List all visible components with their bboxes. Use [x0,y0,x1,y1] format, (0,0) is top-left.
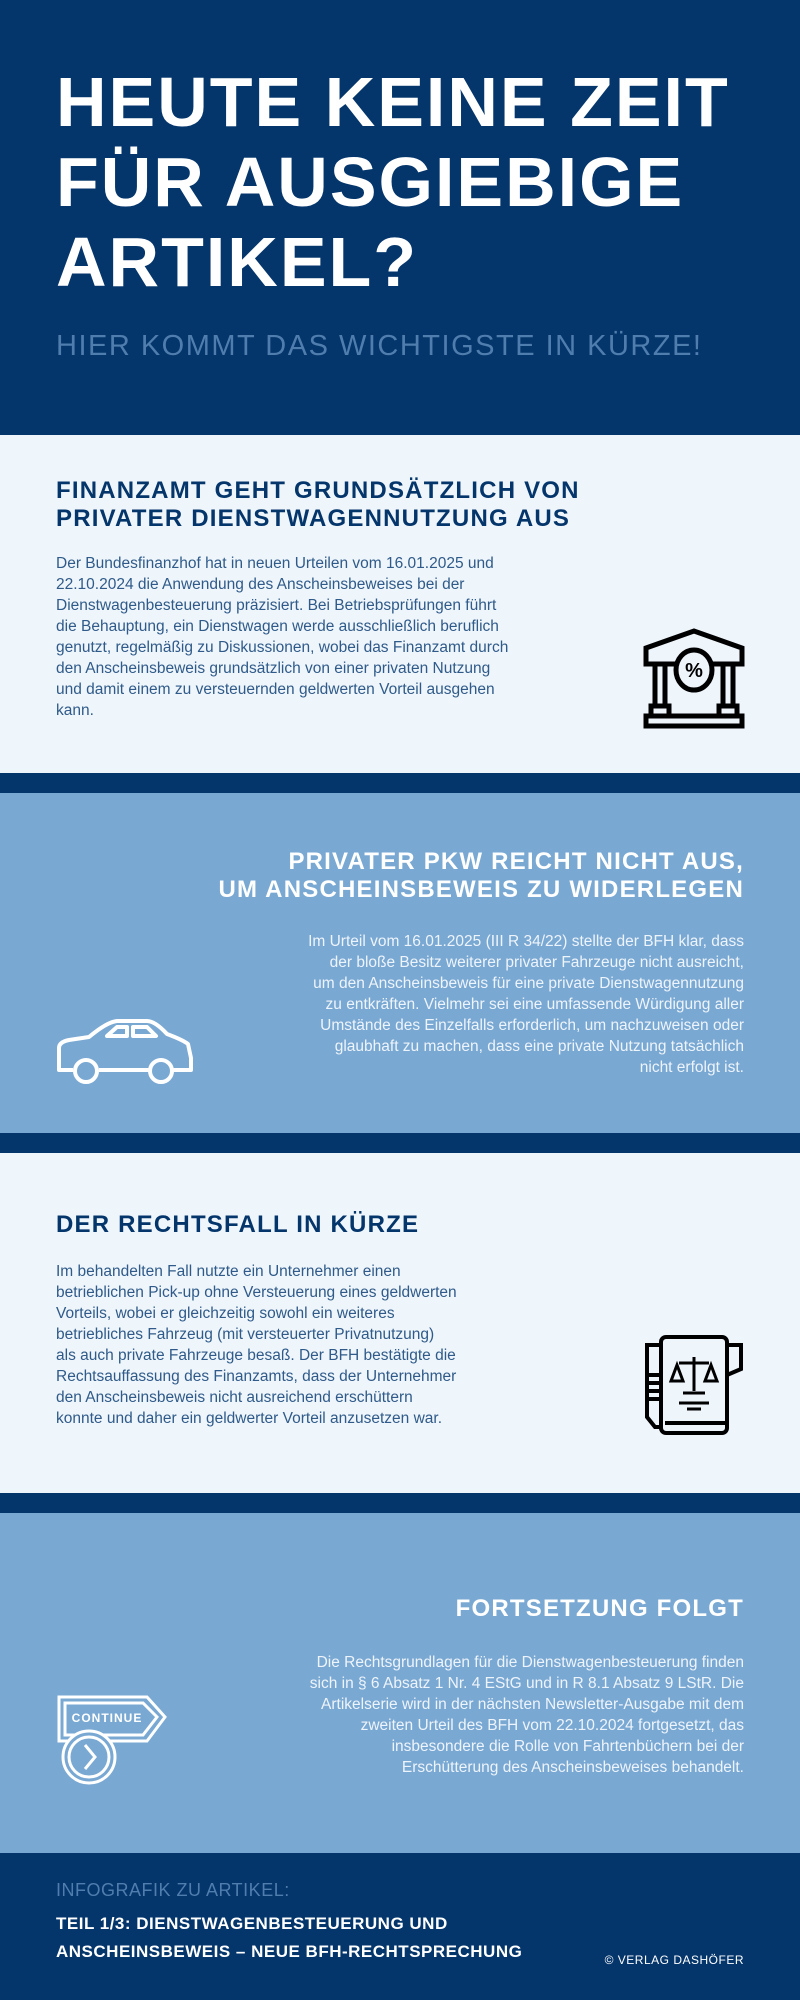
divider [0,773,800,793]
body-line: genutzt, regelmäßig zu Diskussionen, wobei das Finanzamt durch [56,639,509,656]
title-line: FINANZAMT GEHT GRUNDSÄTZLICH VON [56,477,580,504]
section-fortsetzung [0,1513,800,1853]
divider [0,1493,800,1513]
title-line: TEIL 1/3: DIENSTWAGENBESTEUERUNG UND [56,1914,448,1933]
title-line: PRIVATER PKW REICHT NICHT AUS, [288,848,744,875]
body-line: nicht erfolgt ist. [639,1059,744,1076]
body-line: kann. [56,702,94,719]
section-title [56,477,580,533]
body-line: Erschütterung des Anscheinsbeweises behandelt. [401,1759,744,1776]
header [0,0,800,435]
body-line: Artikelserie wird in der nächsten Newsletter-Ausgabe mit dem [321,1696,744,1713]
body-line: den Anscheinsbeweis nicht ausreichend erschüttern [56,1389,413,1406]
body-line: die Behauptung, ein Dienstwagen werde ausschließlich beruflich [56,618,499,635]
body-line: 22.10.2024 die Anwendung des Anscheinsbeweises bei der [56,576,465,593]
body-line: als auch private Fahrzeuge besaß. Der BFH bestätigte die [56,1347,456,1364]
section-body [56,1261,457,1429]
section-privater-pkw [0,793,800,1133]
section-body [56,553,508,721]
continue-sign-icon [55,1695,171,1785]
title-line: ARTIKEL? [56,223,419,301]
body-line: Im behandelten Fall nutzte ein Unternehmer einen [56,1263,401,1280]
body-line: Dienstwagenbesteuerung präzisiert. Bei Betriebsprüfungen führt [56,597,497,614]
svg-text:%: % [685,660,703,682]
section-title [218,848,744,904]
body-line: Rechtsauffassung des Finanzamts, dass der Unternehmer [56,1368,457,1385]
body-line: und damit einem zu versteuernden geldwerten Vorteil ausgehen [56,681,495,698]
title-line: UM ANSCHEINSBEWEIS ZU WIDERLEGEN [218,876,744,903]
continue-label: CONTINUE [71,1711,143,1725]
footer-label: INFOGRAFIK ZU ARTIKEL: [56,1880,290,1900]
body-line: der bloße Besitz weiterer privater Fahrzeuge nicht ausreicht, [329,954,744,971]
title-line: HEUTE KEINE ZEIT [56,63,730,141]
body-line: Vorteils, wobei er gleichzeitig sowohl ein weiteres [56,1305,395,1322]
main-title [56,62,730,302]
body-line: Die Rechtsgrundlagen für die Dienstwagenbesteuerung finden [316,1654,744,1671]
tax-office-percent-icon [643,628,745,730]
body-line: betriebliches Fahrzeug (mit versteuerter Privatnutzung) [56,1326,435,1343]
title-line: FORTSETZUNG FOLGT [455,1595,744,1622]
body-line: um den Anscheinsbeweis für eine private Dienstwagennutzung [313,975,744,992]
law-book-scales-icon [645,1335,745,1437]
section-body [310,1652,744,1778]
section-rechtsfall [0,1153,800,1493]
body-line: Umstände des Einzelfalls erforderlich, um nachzuweisen oder [320,1017,744,1034]
body-line: zweiten Urteil des BFH vom 22.10.2024 fortgesetzt, das [360,1717,744,1734]
body-line: Der Bundesfinanzhof hat in neuen Urteilen vom 16.01.2025 und [56,555,494,572]
footer [0,1853,800,2000]
section-finanzamt [0,435,800,773]
car-icon [55,1018,197,1088]
body-line: glaubhaft zu machen, dass eine private Nutzung tatsächlich [334,1038,744,1055]
title-line: PRIVATER DIENSTWAGENNUTZUNG AUS [56,505,571,532]
section-title [56,1211,419,1239]
copyright: © VERLAG DASHÖFER [604,1953,744,1967]
divider [0,1133,800,1153]
body-line: Im Urteil vom 16.01.2025 (III R 34/22) stellte der BFH klar, dass [308,933,744,950]
section-title [456,1595,744,1623]
body-line: sich in § 6 Absatz 1 Nr. 4 EStG und in R 8.1 Absatz 9 LStR. Die [309,1675,744,1692]
section-body [308,931,744,1078]
title-line: ANSCHEINSBEWEIS – NEUE BFH-RECHTSPRECHUNG [56,1942,523,1961]
footer-article-title [56,1910,522,1966]
body-line: insbesondere die Rolle von Fahrtenbüchern bei der [391,1738,744,1755]
subtitle: HIER KOMMT DAS WICHTIGSTE IN KÜRZE! [56,330,703,362]
body-line: betrieblichen Pick-up ohne Versteuerung eines geldwerten [56,1284,457,1301]
title-line: DER RECHTSFALL IN KÜRZE [56,1211,420,1238]
body-line: zu entkräften. Vielmehr sei eine umfassende Würdigung aller [325,996,744,1013]
body-line: konnte und daher ein geldwerter Vorteil anzusetzen war. [56,1410,443,1427]
body-line: den Anscheinsbeweis grundsätzlich von einer privaten Nutzung [56,660,491,677]
title-line: FÜR AUSGIEBIGE [56,143,685,221]
